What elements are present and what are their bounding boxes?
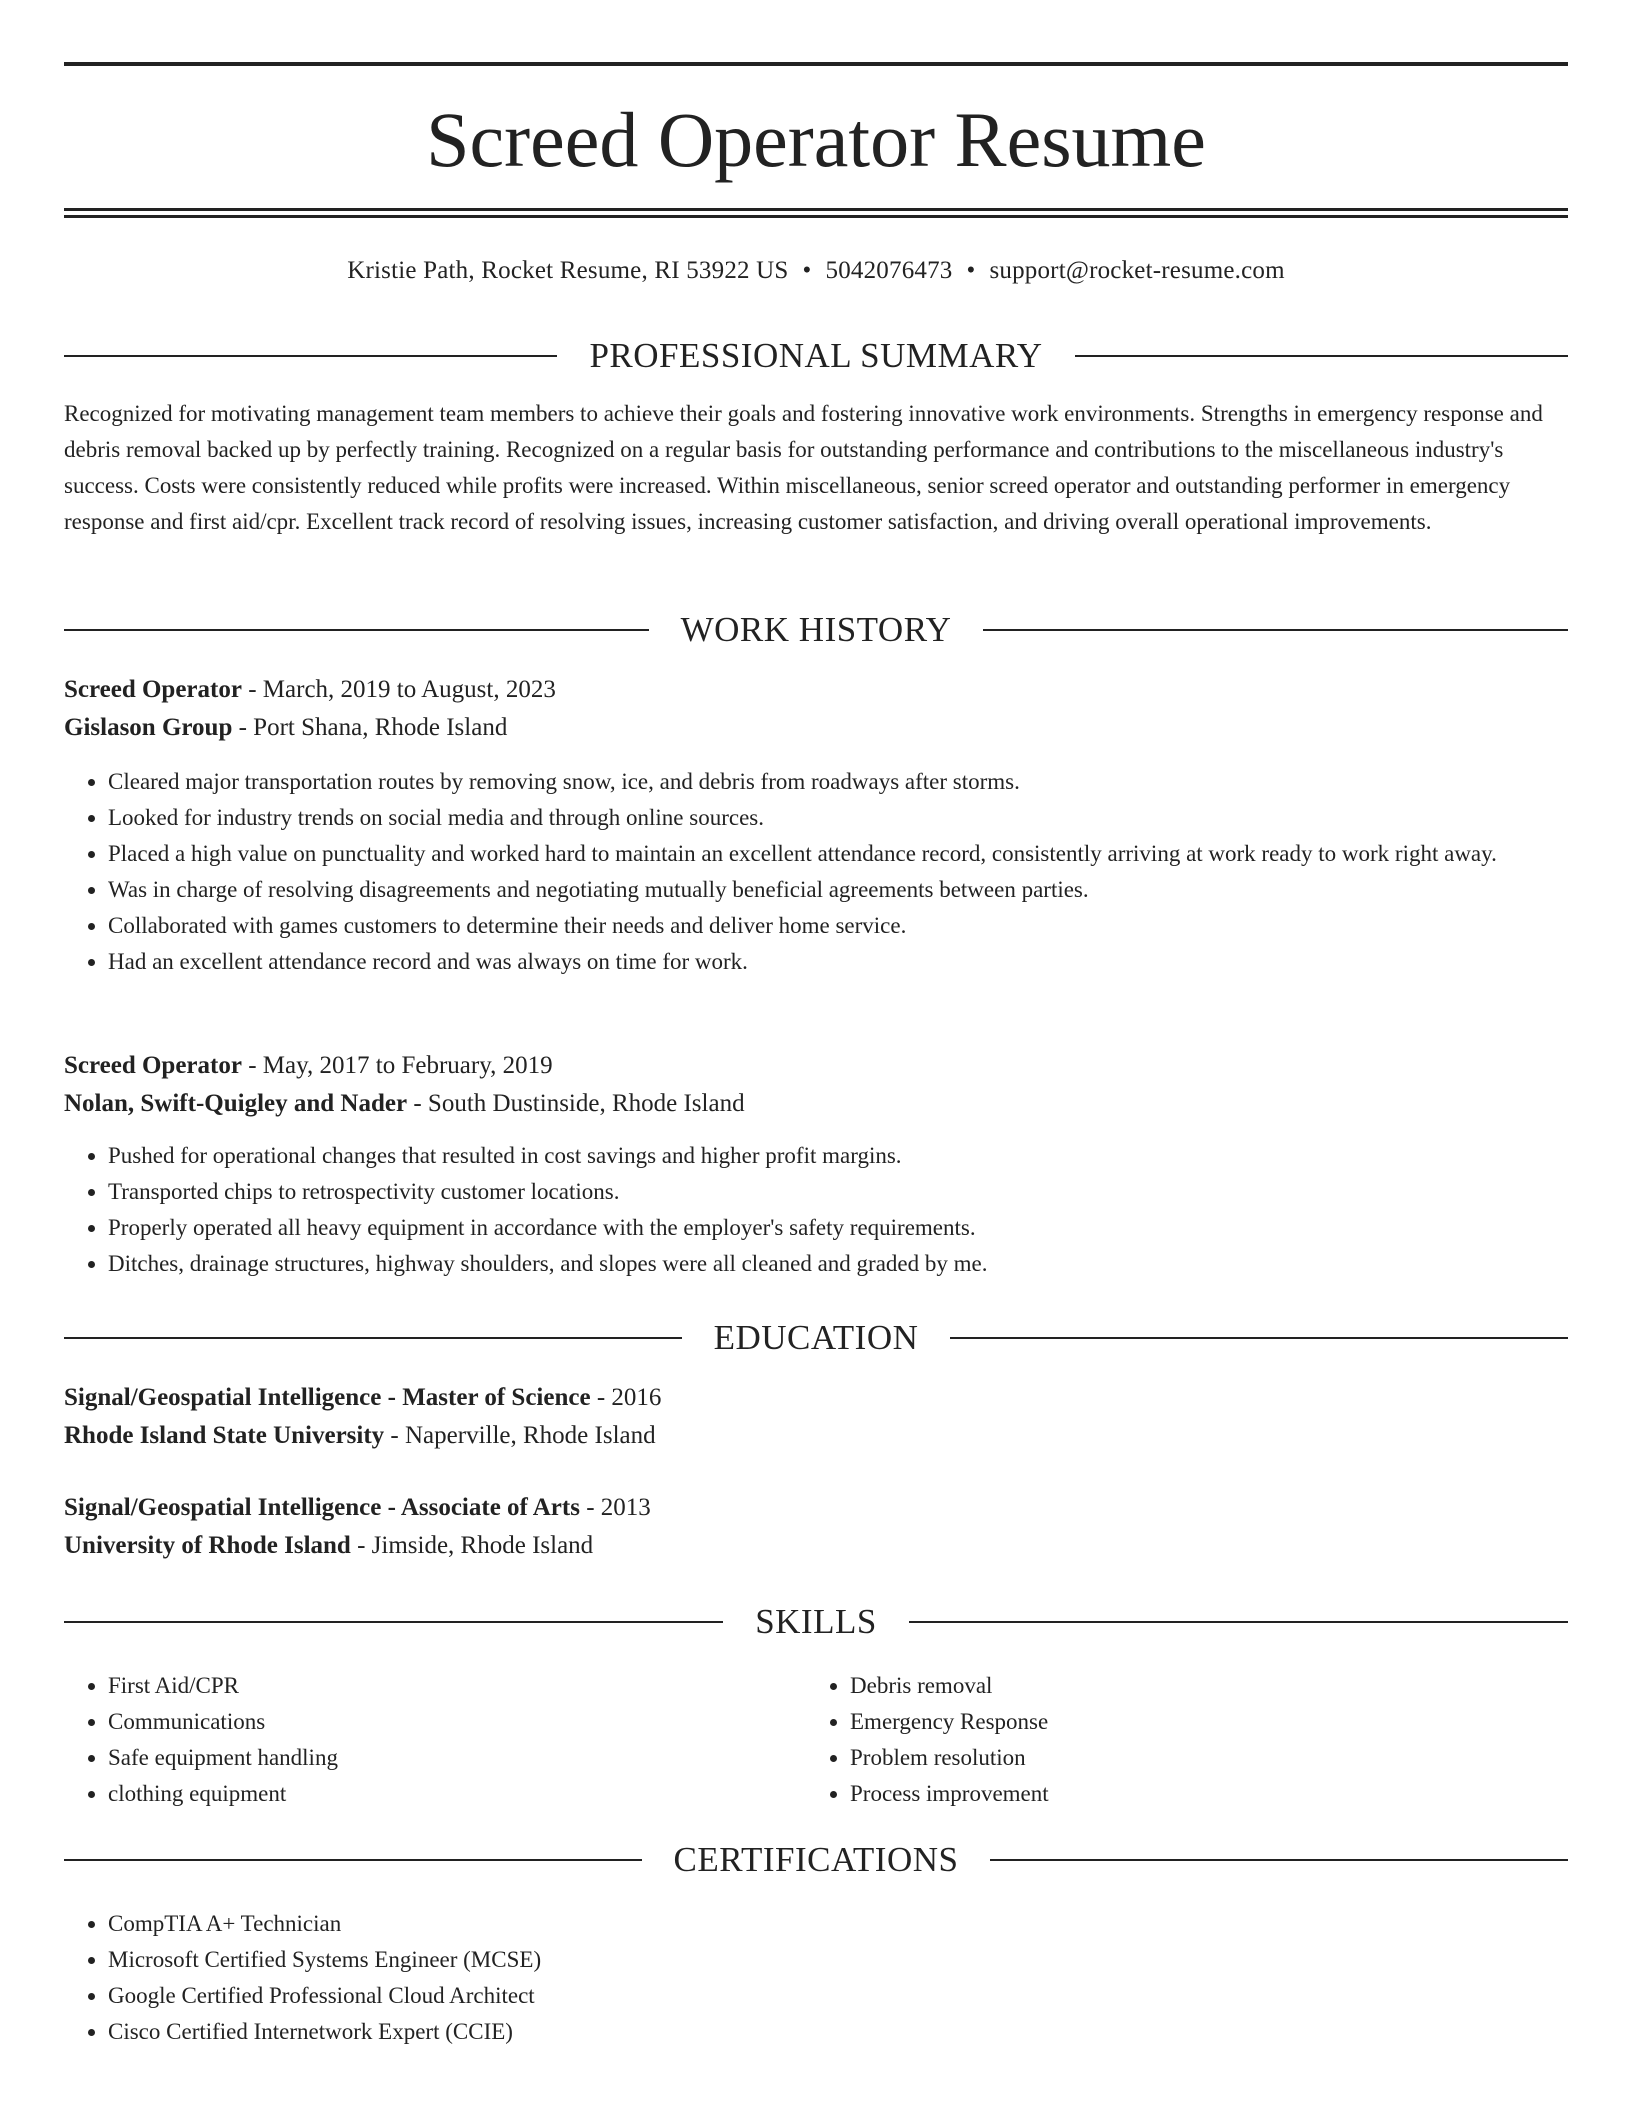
section-title: WORK HISTORY — [680, 610, 952, 649]
section-heading-work-history — [64, 608, 1568, 652]
education-degree: Signal/Geospatial Intelligence - Master of Science — [64, 1384, 591, 1411]
education-school-line — [64, 1418, 1568, 1454]
list-item: • Problem resolution — [850, 1740, 1548, 1776]
title-rule-upper — [64, 208, 1568, 211]
title-rule-lower — [64, 215, 1568, 218]
list-item: • CompTIA A+ Technician — [108, 1906, 1568, 1942]
list-item: • Pushed for operational changes that resulted in cost savings and higher profit margins. — [108, 1138, 1568, 1174]
job-company-line — [64, 1086, 1568, 1122]
list-item: • Collaborated with games customers to determine their needs and deliver home service. — [108, 908, 1568, 944]
education-degree-line — [64, 1490, 1568, 1526]
job-title-line — [64, 1048, 1568, 1084]
list-item: • Cleared major transportation routes by removing snow, ice, and debris from roadways after storms. — [108, 764, 1568, 800]
heading-rule — [64, 1621, 723, 1623]
resume-title: Screed Operator Resume — [426, 96, 1206, 183]
job-title: Screed Operator — [64, 1052, 242, 1079]
job-location: - South Dustinside, Rhode Island — [407, 1090, 745, 1117]
list-item: • Cisco Certified Internetwork Expert (CCIE) — [108, 2014, 1568, 2050]
education-school: University of Rhode Island — [64, 1532, 351, 1559]
list-item: • Had an excellent attendance record and was always on time for work. — [108, 944, 1568, 980]
education-location: - Jimside, Rhode Island — [350, 1532, 594, 1559]
section-heading-skills — [64, 1600, 1568, 1644]
education-school: Rhode Island State University — [64, 1422, 385, 1449]
list-item: • Process improvement — [850, 1776, 1548, 1812]
section-title: SKILLS — [755, 1602, 877, 1641]
section-title: PROFESSIONAL SUMMARY — [589, 336, 1043, 375]
heading-rule — [990, 1859, 1568, 1861]
heading-rule — [983, 629, 1568, 631]
heading-rule — [64, 629, 649, 631]
contact-address: Kristie Path, Rocket Resume, RI 53922 US — [347, 257, 789, 284]
education-location: - Naperville, Rhode Island — [384, 1422, 656, 1449]
list-item: • Emergency Response — [850, 1704, 1548, 1740]
list-item: • clothing equipment — [108, 1776, 806, 1812]
contact-separator: • — [966, 257, 976, 284]
skills-columns — [64, 1668, 1568, 1812]
skills-list-right — [806, 1668, 1548, 1812]
summary-text: Recognized for motivating management team members to achieve their goals and fostering innovative work environments. Strengths in emergency response and debris removal backed up by perfectly training. Recognized on a regular basis for outstanding performance and contributions to the miscellaneous industry's success. Costs were consistently reduced while profits were increased. Within miscellaneous, senior screed operator and outstanding performer in emergency response and first aid/cpr. Excellent track record of resolving issues, increasing customer satisfaction, and driving overall operational improvements. — [64, 401, 1543, 534]
job-company: Nolan, Swift-Quigley and Nader — [64, 1090, 408, 1117]
list-item: • Microsoft Certified Systems Engineer (MCSE) — [108, 1942, 1568, 1978]
job-dates: - May, 2017 to February, 2019 — [241, 1052, 553, 1079]
job-bullets — [64, 764, 1568, 980]
section-heading-summary — [64, 334, 1568, 378]
list-item: • Ditches, drainage structures, highway shoulders, and slopes were all cleaned and graded by me. — [108, 1246, 1568, 1282]
heading-rule — [64, 1859, 642, 1861]
contact-email: support@rocket-resume.com — [989, 257, 1285, 284]
job-company: Gislason Group — [64, 714, 233, 741]
education-degree-line — [64, 1380, 1568, 1416]
list-item: • Placed a high value on punctuality and worked hard to maintain an excellent attendance record, consistently arriving at work ready to work right away. — [108, 836, 1568, 872]
list-item: • Safe equipment handling — [108, 1740, 806, 1776]
list-item: • Transported chips to retrospectivity customer locations. — [108, 1174, 1568, 1210]
contact-phone: 5042076473 — [825, 257, 953, 284]
section-heading-certifications — [64, 1838, 1568, 1882]
job-location: - Port Shana, Rhode Island — [232, 714, 508, 741]
list-item: • Properly operated all heavy equipment in accordance with the employer's safety requirements. — [108, 1210, 1568, 1246]
section-title: CERTIFICATIONS — [673, 1840, 959, 1879]
job-title: Screed Operator — [64, 676, 242, 703]
heading-rule — [950, 1337, 1568, 1339]
list-item: • Debris removal — [850, 1668, 1548, 1704]
job-bullets — [64, 1138, 1568, 1282]
heading-rule — [909, 1621, 1568, 1623]
certifications-list — [64, 1906, 1568, 2050]
list-item: • Google Certified Professional Cloud Architect — [108, 1978, 1568, 2014]
job-title-line — [64, 672, 1568, 708]
list-item: • Looked for industry trends on social media and through online sources. — [108, 800, 1568, 836]
job-dates: - March, 2019 to August, 2023 — [241, 676, 556, 703]
job-company-line — [64, 710, 1568, 746]
heading-rule — [64, 1337, 682, 1339]
skills-list-left — [64, 1668, 806, 1812]
heading-rule — [1075, 355, 1568, 357]
list-item: • Was in charge of resolving disagreements and negotiating mutually beneficial agreements between parties. — [108, 872, 1568, 908]
education-degree: Signal/Geospatial Intelligence - Associate of Arts — [64, 1494, 580, 1521]
list-item: • Communications — [108, 1704, 806, 1740]
education-year: - 2013 — [579, 1494, 651, 1521]
education-school-line — [64, 1528, 1568, 1564]
list-item: • First Aid/CPR — [108, 1668, 806, 1704]
education-year: - 2016 — [590, 1384, 662, 1411]
section-title: EDUCATION — [713, 1318, 919, 1357]
top-rule — [64, 62, 1568, 66]
contact-separator: • — [802, 257, 812, 284]
contact-line — [64, 254, 1568, 288]
section-heading-education — [64, 1316, 1568, 1360]
heading-rule — [64, 355, 557, 357]
